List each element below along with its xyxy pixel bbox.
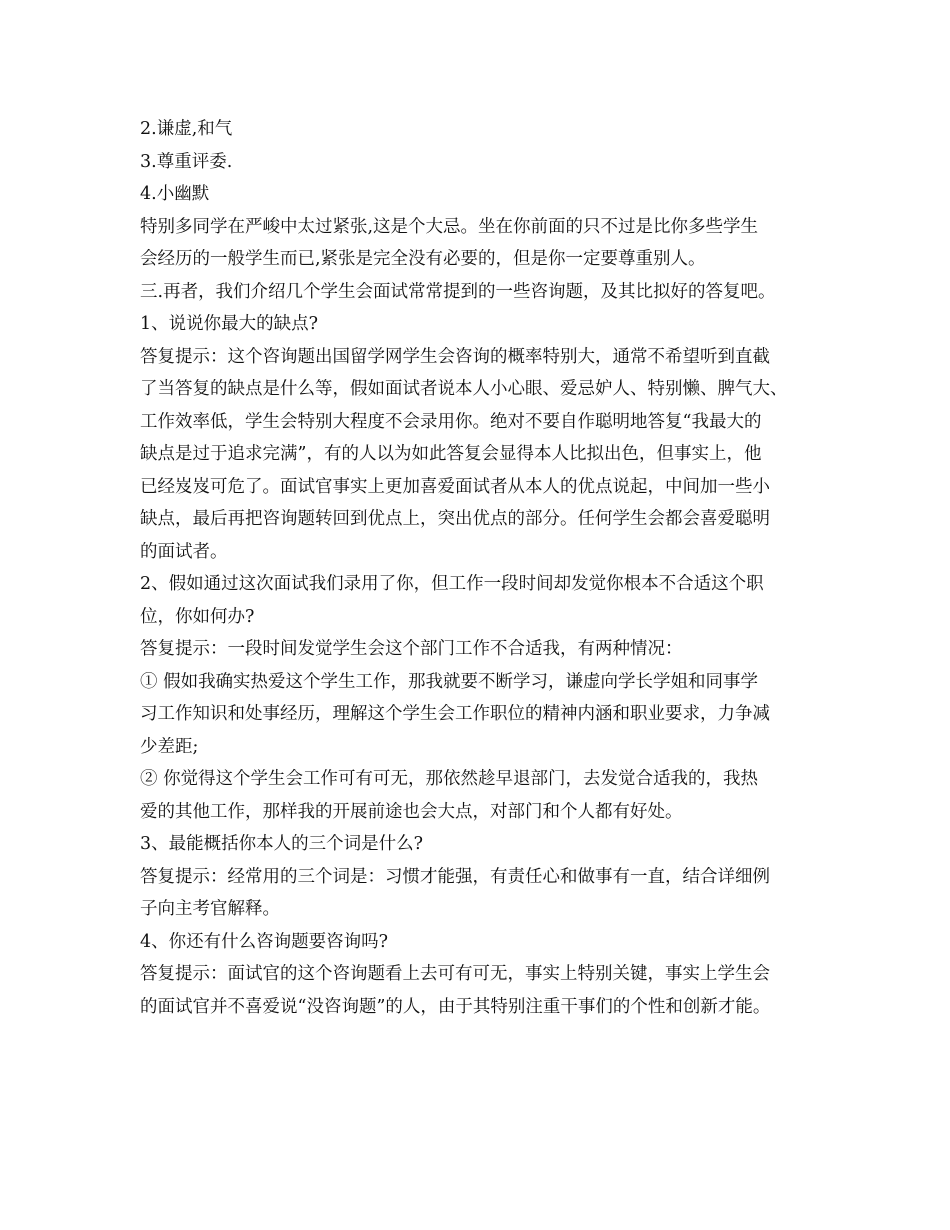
text-line: ① 假如我确实热爱这个学生工作，那我就要不断学习，谦虚向学长学姐和同事学: [140, 671, 759, 692]
section-heading: 三.再者，我们介绍几个学生会面试常常提到的一些咨询题，及其比拟好的答复吧。: [140, 281, 776, 302]
text-line: 缺点，最后再把咨询题转回到优点上，突出优点的部分。任何学生会都会喜爱聪明: [140, 509, 770, 529]
question-heading: 2、假如通过这次面试我们录用了你，但工作一段时间却发觉你根本不合适这个职: [140, 574, 764, 594]
text-line: 缺点是过于追求完满”，有的人以为如此答复会显得本人比拟出色，但事实上，他: [140, 444, 762, 464]
text-line: 子向主考官解释。: [140, 899, 280, 919]
text-line: 已经岌岌可危了。面试官事实上更加喜爱面试者从本人的优点说起，中间加一些小: [140, 476, 770, 497]
text-line: 的面试者。: [140, 541, 228, 562]
text-line: 爱的其他工作，那样我的开展前途也会大点，对部门和个人都有好处。: [140, 801, 683, 822]
question-heading: 1、说说你最大的缺点?: [140, 314, 319, 334]
question-heading: 4、你还有什么咨询题要咨询吗?: [140, 931, 389, 952]
text-line: 3.尊重评委.: [140, 151, 233, 172]
text-line: 少差距;: [140, 736, 199, 757]
text-line: 的面试官并不喜爱说“没咨询题”的人，由于其特别注重干事们的个性和创新才能。: [140, 996, 771, 1017]
text-line: 会经历的一般学生而已,紧张是完全没有必要的，但是你一定要尊重别人。: [140, 249, 706, 269]
text-line: 特别多同学在严峻中太过紧张,这是个大忌。坐在你前面的只不过是比你多些学生: [140, 216, 759, 237]
text-line: 位，你如何办?: [140, 606, 255, 627]
question-heading: 3、最能概括你本人的三个词是什么?: [140, 834, 424, 854]
text-line: 答复提示：面试官的这个咨询题看上去可有可无，事实上特别关键，事实上学生会: [140, 964, 770, 984]
text-line: 答复提示：经常用的三个词是：习惯才能强，有责任心和做事有一直，结合详细例: [140, 866, 770, 887]
text-line: 答复提示：这个咨询题出国留学网学生会咨询的概率特别大，通常不希望听到直截: [140, 346, 770, 367]
text-line: 习工作知识和处事经历，理解这个学生会工作职位的精神内涵和职业要求，力争减: [140, 704, 770, 724]
text-line: 工作效率低，学生会特别大程度不会录用你。绝对不要自作聪明地答复“我最大的: [140, 411, 762, 432]
text-line: 答复提示：一段时间发觉学生会这个部门工作不合适我，有两种情况：: [140, 639, 683, 659]
text-line: ② 你觉得这个学生会工作可有可无，那依然趁早退部门，去发觉合适我的，我热: [140, 769, 759, 789]
document-body: [140, 113, 820, 1023]
text-line: 2.谦虚,和气: [140, 119, 233, 139]
text-line: 4.小幽默: [140, 184, 210, 204]
text-line: 了当答复的缺点是什么等，假如面试者说本人小心眼、爱忌妒人、特别懒、脾气大、: [140, 379, 788, 399]
